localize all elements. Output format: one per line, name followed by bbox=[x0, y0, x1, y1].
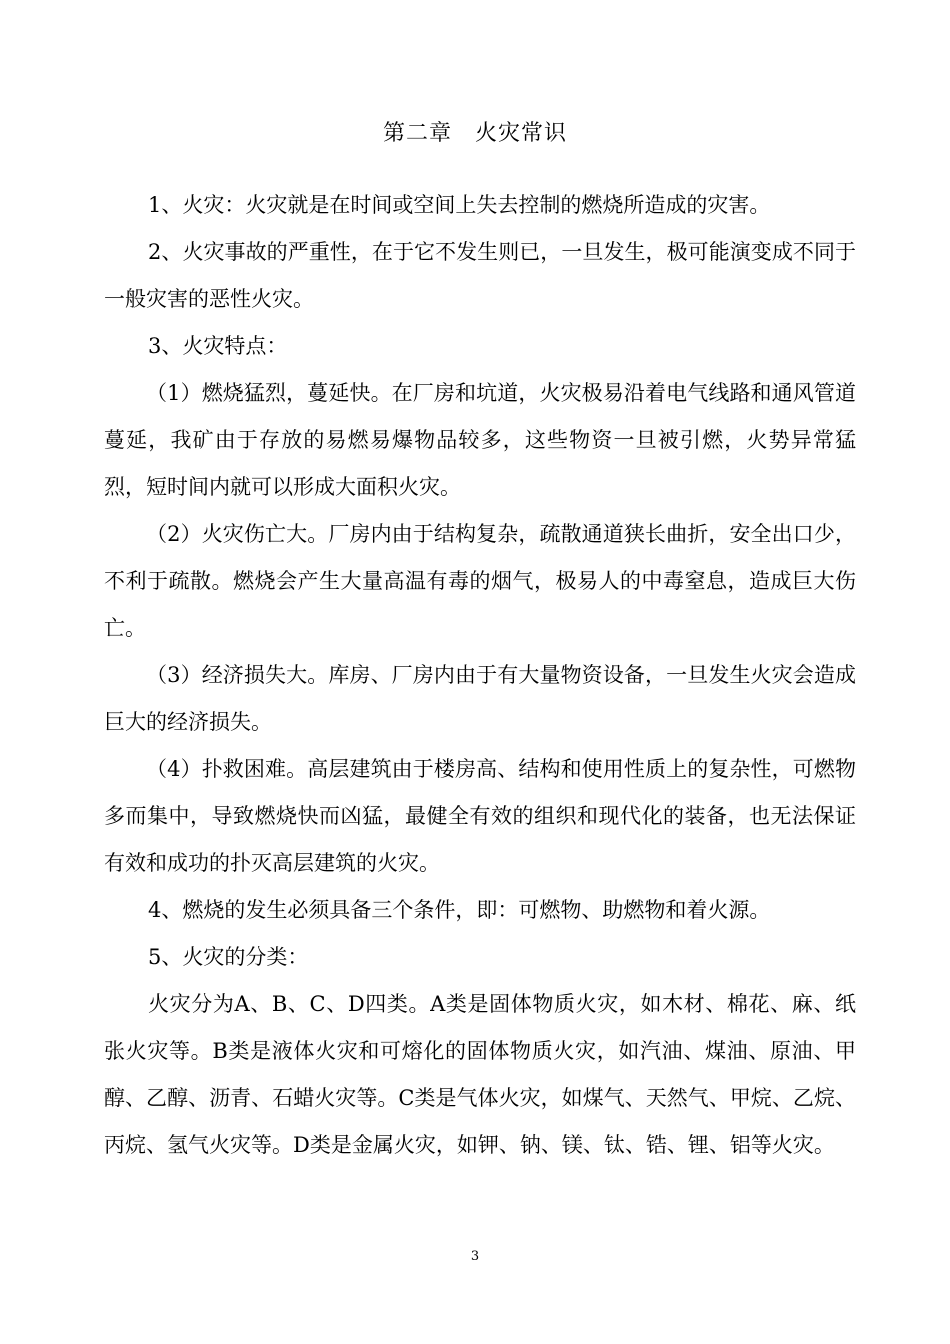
paragraph-combustion-conditions: 4、燃烧的发生必须具备三个条件，即：可燃物、助燃物和着火源。 bbox=[148, 898, 771, 922]
page-number: 3 bbox=[470, 1249, 480, 1264]
paragraph-fire-definition: 1、火灾：火灾就是在时间或空间上失去控制的燃烧所造成的灾害。 bbox=[148, 193, 771, 217]
paragraph-characteristic-3: （3）经济损失大。库房、厂房内由于有大量物资设备，一旦发生火灾会造成巨大的经济损失。 bbox=[104, 663, 856, 734]
paragraph-fire-classes: 火灾分为A、B、C、D四类。A类是固体物质火灾，如木材、棉花、麻、纸张火灾等。B类是液体火灾和可熔化的固体物质火灾，如汽油、煤油、原油、甲醇、乙醇、沥青、石蜡火灾等。C类是气体火灾，如煤气、天然气、甲烷、乙烷、丙烷、氢气火灾等。D类是金属火灾，如钾、钠、镁、钛、锆、锂、铝等火灾。 bbox=[104, 992, 856, 1157]
document-body bbox=[104, 182, 856, 1169]
paragraph-characteristic-4: （4）扑救困难。高层建筑由于楼房高、结构和使用性质上的复杂性，可燃物多而集中，导致燃烧快而凶猛，最健全有效的组织和现代化的装备，也无法保证有效和成功的扑灭高层建筑的火灾。 bbox=[104, 757, 856, 875]
paragraph-characteristic-1: （1）燃烧猛烈，蔓延快。在厂房和坑道，火灾极易沿着电气线路和通风管道蔓延，我矿由于存放的易燃易爆物品较多，这些物资一旦被引燃，火势异常猛烈，短时间内就可以形成大面积火灾。 bbox=[104, 381, 856, 499]
paragraph-characteristic-2: （2）火灾伤亡大。厂房内由于结构复杂，疏散通道狭长曲折，安全出口少，不利于疏散。燃烧会产生大量高温有毒的烟气，极易人的中毒窒息，造成巨大伤亡。 bbox=[104, 522, 856, 640]
paragraph-fire-severity: 2、火灾事故的严重性，在于它不发生则已，一旦发生，极可能演变成不同于一般灾害的恶性火灾。 bbox=[104, 240, 856, 311]
paragraph-fire-classification-heading: 5、火灾的分类： bbox=[148, 945, 309, 969]
paragraph-fire-characteristics-heading: 3、火灾特点： bbox=[148, 334, 288, 358]
chapter-title: 第二章 火灾常识 bbox=[382, 121, 567, 146]
